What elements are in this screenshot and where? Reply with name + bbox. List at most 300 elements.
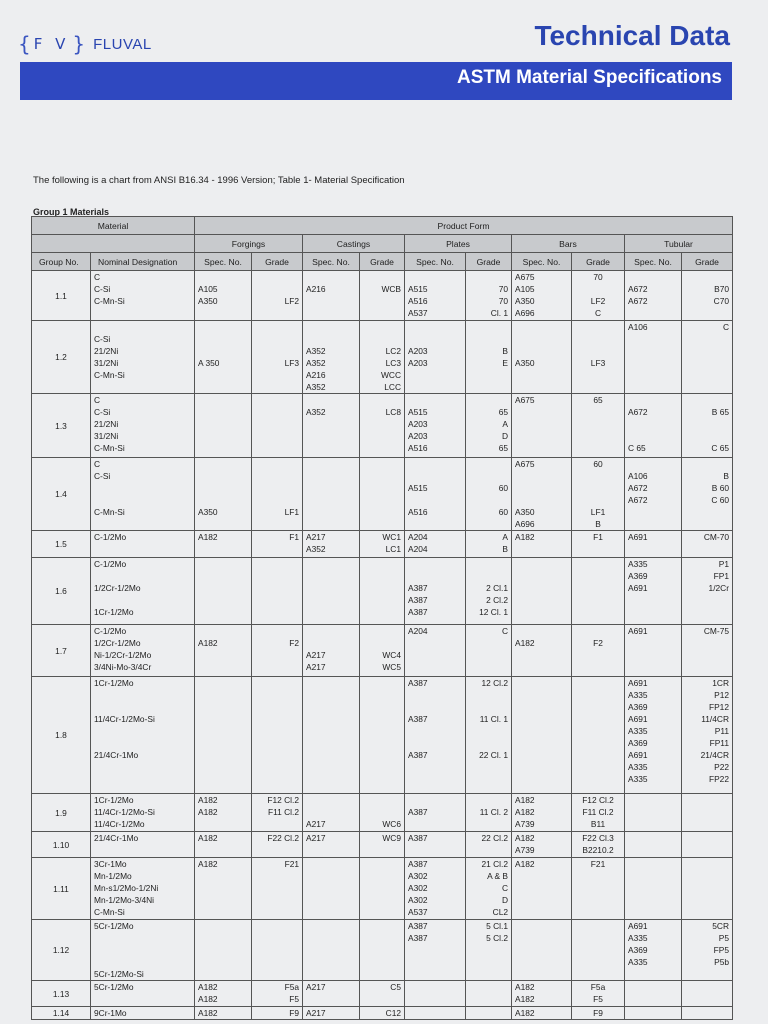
tubular-spec-value: C 65 (628, 443, 646, 453)
castings-spec-cell (303, 558, 360, 625)
header-forgings-grade: Grade (252, 253, 303, 271)
plates-grade-cell (466, 271, 512, 321)
castings-spec-value: A217 (306, 819, 326, 829)
forgings-grade-value (255, 345, 299, 357)
castings-spec-value: A217 (306, 662, 326, 672)
plates-spec-cell (405, 625, 466, 677)
group-no-cell: 1.7 (32, 625, 91, 677)
nominal-value: C-Mn-Si (94, 296, 125, 306)
plates-grade-value (469, 558, 508, 570)
header-bars: Bars (512, 235, 625, 253)
plates-grade-value: B (502, 544, 509, 554)
forgings-grade-value: LF3 (284, 358, 300, 368)
group-no-cell: 1.2 (32, 321, 91, 394)
bars-spec-value (515, 470, 568, 482)
tubular-spec-cell (625, 394, 682, 458)
forgings-spec-value (198, 333, 248, 345)
castings-spec-value: A217 (306, 532, 326, 542)
tubular-spec-cell (625, 1007, 682, 1020)
plates-grade-cell (466, 832, 512, 858)
header-castings-spec: Spec. No. (303, 253, 360, 271)
forgings-spec-value: A182 (198, 1008, 218, 1018)
tubular-spec-value: A691 (628, 583, 648, 593)
forgings-spec-cell (195, 832, 252, 858)
bars-grade-value: B2210.2 (582, 845, 614, 855)
bars-spec-value: A182 (515, 807, 535, 817)
table-row (32, 271, 733, 321)
bars-grade-value: 60 (593, 459, 603, 469)
tubular-spec-value: A672 (628, 483, 648, 493)
nominal-value (94, 594, 191, 606)
castings-grade-cell (360, 321, 405, 394)
nominal-value: 31/2Ni (94, 358, 119, 368)
bars-spec-value: A350 (515, 296, 535, 306)
tubular-grade-cell (682, 858, 733, 920)
bars-grade-value: F1 (593, 532, 603, 542)
castings-grade-value: LC8 (385, 407, 402, 417)
nominal-cell (91, 858, 195, 920)
plates-spec-value: A516 (408, 296, 428, 306)
bars-spec-value: A696 (515, 519, 535, 529)
tubular-grade-value: 21/4CR (700, 750, 730, 760)
nominal-value: 1Cr-1/2Mo (94, 795, 134, 805)
forgings-spec-value: A182 (198, 532, 218, 542)
bars-grade-value: F9 (593, 1008, 603, 1018)
plates-spec-value: A515 (408, 483, 428, 493)
nominal-value (94, 737, 191, 749)
tubular-spec-cell (625, 677, 682, 794)
plates-spec-value: A387 (408, 678, 428, 688)
nominal-value: 5Cr-1/2Mo (94, 921, 134, 931)
tubular-grade-value: B 65 (711, 407, 730, 417)
nominal-value: Mn-1/2Mo-3/4Ni (94, 895, 155, 905)
bars-spec-cell (512, 858, 572, 920)
castings-spec-value (306, 794, 356, 806)
castings-spec-cell (303, 832, 360, 858)
group-title: Group 1 Materials (33, 207, 110, 217)
plates-grade-cell (466, 981, 512, 1007)
table-row (32, 832, 733, 858)
tubular-spec-value: A369 (628, 738, 648, 748)
plates-grade-value (469, 737, 508, 749)
plates-spec-cell (405, 458, 466, 531)
castings-spec-cell (303, 531, 360, 558)
nominal-value (94, 570, 191, 582)
header-tubular-spec: Spec. No. (625, 253, 682, 271)
plates-grade-value (469, 271, 508, 283)
plates-spec-value: A203 (408, 358, 428, 368)
nominal-value: C-1/2Mo (94, 532, 127, 542)
castings-grade-cell (360, 794, 405, 832)
castings-spec-cell (303, 271, 360, 321)
bars-spec-cell (512, 271, 572, 321)
tubular-grade-value (685, 394, 729, 406)
plates-grade-value: C (501, 883, 509, 893)
plates-grade-cell (466, 677, 512, 794)
castings-grade-value: WC4 (382, 650, 402, 660)
nominal-value: 5Cr-1/2Mo (94, 982, 134, 992)
bars-grade-value: LF3 (590, 358, 606, 368)
forgings-spec-cell (195, 271, 252, 321)
bars-grade-value: F22 Cl.3 (582, 833, 614, 843)
tubular-grade-cell (682, 832, 733, 858)
tubular-spec-value (628, 430, 678, 442)
header-blank (32, 235, 195, 253)
bars-grade-value (575, 321, 621, 333)
castings-spec-cell (303, 458, 360, 531)
header-row-3 (32, 253, 733, 271)
nominal-value: C (94, 395, 101, 405)
forgings-spec-cell (195, 531, 252, 558)
castings-grade-value: WCC (381, 370, 402, 380)
tubular-spec-value: A335 (628, 957, 648, 967)
header-row-2 (32, 235, 733, 253)
forgings-grade-cell (252, 394, 303, 458)
group-no-cell: 1.3 (32, 394, 91, 458)
plates-grade-value (469, 394, 508, 406)
bars-spec-value (515, 494, 568, 506)
nominal-value: 3/4Ni-Mo-3/4Cr (94, 662, 152, 672)
castings-grade-cell (360, 832, 405, 858)
table-row (32, 625, 733, 677)
nominal-cell (91, 677, 195, 794)
plates-grade-value: 21 Cl.2 (481, 859, 509, 869)
plates-grade-value: 5 Cl.2 (486, 933, 509, 943)
plates-spec-value: A204 (408, 532, 428, 542)
bars-grade-value (575, 625, 621, 637)
castings-grade-value (363, 625, 401, 637)
castings-spec-cell (303, 1007, 360, 1020)
bars-grade-cell (572, 625, 625, 677)
group-no-cell: 1.10 (32, 832, 91, 858)
tubular-spec-value (628, 418, 678, 430)
plates-spec-value: A537 (408, 907, 428, 917)
plates-grade-value: 65 (498, 407, 509, 417)
bars-spec-value: A182 (515, 833, 535, 843)
castings-grade-value: WC6 (382, 819, 402, 829)
forgings-spec-value: A 350 (198, 358, 220, 368)
bars-grade-cell (572, 1007, 625, 1020)
forgings-spec-cell (195, 558, 252, 625)
nominal-value: 21/4Cr-1Mo (94, 750, 139, 760)
table-row (32, 531, 733, 558)
plates-grade-cell (466, 531, 512, 558)
tubular-grade-cell (682, 321, 733, 394)
tubular-grade-cell (682, 625, 733, 677)
forgings-spec-value: A182 (198, 807, 218, 817)
brand-name: FLUVAL (93, 35, 152, 53)
bars-spec-value: A182 (515, 982, 535, 992)
plates-spec-value (408, 737, 462, 749)
plates-grade-value: 5 Cl.1 (486, 921, 509, 931)
castings-grade-value (363, 321, 401, 333)
tubular-spec-value: A691 (628, 750, 648, 760)
group-no-cell: 1.9 (32, 794, 91, 832)
forgings-grade-value (255, 494, 299, 506)
bars-grade-value: LF2 (590, 296, 606, 306)
castings-grade-cell (360, 625, 405, 677)
forgings-grade-value: F21 (284, 859, 300, 869)
plates-grade-value (469, 701, 508, 713)
bars-grade-value: F11 Cl.2 (582, 807, 614, 817)
bars-grade-value: F2 (593, 638, 603, 648)
plates-grade-value: 65 (498, 443, 509, 453)
plates-spec-value (408, 725, 462, 737)
castings-grade-cell (360, 981, 405, 1007)
castings-spec-value: A352 (306, 358, 326, 368)
castings-spec-value: A352 (306, 407, 326, 417)
tubular-grade-value: B70 (714, 284, 730, 294)
nominal-cell (91, 271, 195, 321)
nominal-cell (91, 832, 195, 858)
castings-grade-value (363, 794, 401, 806)
forgings-spec-cell (195, 920, 252, 981)
forgings-grade-value: F9 (289, 1008, 300, 1018)
nominal-cell (91, 981, 195, 1007)
tubular-grade-cell (682, 794, 733, 832)
tubular-grade-value: C (722, 322, 730, 332)
forgings-spec-value: A350 (198, 296, 218, 306)
plates-grade-value (469, 570, 508, 582)
tubular-spec-value: A691 (628, 626, 648, 636)
header-castings: Castings (303, 235, 405, 253)
tubular-grade-value: 1CR (712, 678, 730, 688)
tubular-spec-cell (625, 271, 682, 321)
bars-grade-cell (572, 858, 625, 920)
plates-spec-cell (405, 794, 466, 832)
plates-spec-value: A387 (408, 750, 428, 760)
plates-spec-value: A515 (408, 284, 428, 294)
plates-grade-cell (466, 558, 512, 625)
plates-grade-value (469, 321, 508, 333)
tubular-grade-value: P5 (718, 933, 730, 943)
forgings-spec-cell (195, 677, 252, 794)
table-body (32, 271, 733, 1020)
bars-grade-cell (572, 832, 625, 858)
plates-spec-value (408, 333, 462, 345)
forgings-spec-value (198, 271, 248, 283)
tubular-spec-cell (625, 981, 682, 1007)
forgings-spec-value (198, 321, 248, 333)
plates-spec-value: A516 (408, 507, 428, 517)
forgings-grade-cell (252, 832, 303, 858)
tubular-grade-value: P1 (718, 559, 730, 569)
tubular-grade-value: FP1 (713, 571, 730, 581)
plates-grade-value: 12 Cl. 1 (479, 607, 509, 617)
bars-spec-value (515, 625, 568, 637)
castings-grade-cell (360, 271, 405, 321)
bars-grade-cell (572, 458, 625, 531)
bars-grade-cell (572, 677, 625, 794)
tubular-grade-value: 1/2Cr (708, 583, 730, 593)
tubular-spec-cell (625, 625, 682, 677)
bars-spec-value: A739 (515, 819, 535, 829)
forgings-spec-value: A182 (198, 859, 218, 869)
tubular-grade-value: P5b (714, 957, 730, 967)
bars-spec-value (515, 321, 568, 333)
header-material: Material (32, 217, 195, 235)
nominal-cell (91, 531, 195, 558)
nominal-value: 1Cr-1/2Mo (94, 678, 134, 688)
castings-grade-cell (360, 558, 405, 625)
tubular-grade-value: FP5 (713, 945, 730, 955)
plates-spec-cell (405, 858, 466, 920)
plates-spec-value (408, 794, 462, 806)
nominal-cell (91, 920, 195, 981)
castings-grade-value (363, 333, 401, 345)
plates-grade-value: 12 Cl.2 (481, 678, 509, 688)
castings-grade-cell (360, 394, 405, 458)
nominal-value: C-Mn-Si (94, 443, 125, 453)
tubular-grade-cell (682, 531, 733, 558)
bars-spec-cell (512, 458, 572, 531)
forgings-grade-value: LF1 (284, 507, 300, 517)
castings-spec-cell (303, 321, 360, 394)
castings-grade-cell (360, 920, 405, 981)
castings-grade-cell (360, 677, 405, 794)
nominal-value: Mn-s1/2Mo-1/2Ni (94, 883, 159, 893)
plates-grade-value: D (501, 895, 509, 905)
plates-spec-value (408, 689, 462, 701)
plates-spec-value: A203 (408, 346, 428, 356)
nominal-cell (91, 558, 195, 625)
plates-spec-value: A302 (408, 895, 428, 905)
header-tubular-grade: Grade (682, 253, 733, 271)
nominal-value: C-1/2Mo (94, 626, 127, 636)
plates-grade-value: C (501, 626, 509, 636)
castings-spec-cell (303, 677, 360, 794)
forgings-grade-value (255, 321, 299, 333)
table-row (32, 321, 733, 394)
bars-spec-value: A675 (515, 272, 535, 282)
tubular-spec-value: A335 (628, 726, 648, 736)
nominal-value: 21/2Ni (94, 419, 119, 429)
bars-grade-value: F21 (590, 859, 606, 869)
castings-grade-cell (360, 458, 405, 531)
plates-spec-value (408, 458, 462, 470)
tubular-spec-cell (625, 458, 682, 531)
header-castings-grade: Grade (360, 253, 405, 271)
forgings-grade-cell (252, 458, 303, 531)
plates-grade-value: Cl. 1 (490, 308, 509, 318)
tubular-grade-cell (682, 677, 733, 794)
forgings-grade-cell (252, 625, 303, 677)
tubular-grade-value: C 65 (711, 443, 730, 453)
forgings-spec-value (198, 494, 248, 506)
plates-spec-value: A387 (408, 933, 428, 943)
forgings-grade-cell (252, 858, 303, 920)
group-no-cell: 1.1 (32, 271, 91, 321)
castings-spec-value (306, 806, 356, 818)
plates-spec-cell (405, 981, 466, 1007)
castings-grade-value (363, 637, 401, 649)
castings-spec-value (306, 271, 356, 283)
castings-spec-value (306, 394, 356, 406)
plates-spec-value: A387 (408, 583, 428, 593)
forgings-spec-cell (195, 458, 252, 531)
bars-spec-value (515, 345, 568, 357)
tubular-spec-value: A106 (628, 322, 648, 332)
nominal-value: C (94, 272, 101, 282)
castings-grade-value: C12 (385, 1008, 402, 1018)
nominal-value (94, 689, 191, 701)
bars-spec-value: A350 (515, 507, 535, 517)
plates-spec-value (408, 470, 462, 482)
plates-spec-cell (405, 677, 466, 794)
bars-spec-cell (512, 794, 572, 832)
bars-grade-value (575, 333, 621, 345)
tubular-spec-cell (625, 794, 682, 832)
table-row (32, 677, 733, 794)
plates-grade-value (469, 794, 508, 806)
forgings-grade-cell (252, 531, 303, 558)
forgings-spec-value (198, 345, 248, 357)
nominal-cell (91, 794, 195, 832)
header-bars-grade: Grade (572, 253, 625, 271)
tubular-grade-value: 11/4CR (701, 714, 730, 724)
nominal-value: 31/2Ni (94, 431, 119, 441)
forgings-grade-value (255, 283, 299, 295)
castings-spec-cell (303, 794, 360, 832)
forgings-grade-cell (252, 920, 303, 981)
plates-spec-value: A204 (408, 544, 428, 554)
plates-grade-value: 22 Cl. 1 (479, 750, 509, 760)
bars-grade-value: F5 (593, 994, 603, 1004)
nominal-value: 3Cr-1Mo (94, 859, 127, 869)
nominal-value: 21/4Cr-1Mo (94, 833, 139, 843)
plates-spec-value: A204 (408, 626, 428, 636)
tubular-grade-cell (682, 394, 733, 458)
castings-spec-cell (303, 394, 360, 458)
bars-grade-value: F5a (590, 982, 606, 992)
forgings-grade-cell (252, 321, 303, 394)
bars-spec-cell (512, 558, 572, 625)
forgings-grade-cell (252, 558, 303, 625)
bars-spec-value: A182 (515, 638, 535, 648)
table-row (32, 920, 733, 981)
bars-grade-value: B (595, 519, 601, 529)
tubular-grade-cell (682, 920, 733, 981)
material-spec-table (31, 216, 733, 1020)
tubular-grade-value: FP12 (708, 702, 730, 712)
bars-grade-value (575, 345, 621, 357)
plates-grade-value: 2 Cl.1 (486, 583, 509, 593)
table-row (32, 981, 733, 1007)
bars-grade-cell (572, 558, 625, 625)
castings-spec-cell (303, 858, 360, 920)
bars-spec-value: A696 (515, 308, 535, 318)
nominal-value: C-Si (94, 284, 111, 294)
forgings-spec-value: A182 (198, 994, 218, 1004)
tubular-grade-value: CM-70 (703, 532, 730, 542)
bars-grade-value (575, 494, 621, 506)
castings-spec-value: A217 (306, 833, 326, 843)
castings-spec-value (306, 625, 356, 637)
bars-spec-value (515, 482, 568, 494)
bars-spec-value: A182 (515, 994, 535, 1004)
group-no-cell: 1.4 (32, 458, 91, 531)
bars-spec-value: A182 (515, 859, 535, 869)
tubular-grade-value: P12 (714, 690, 730, 700)
group-no-cell: 1.11 (32, 858, 91, 920)
plates-spec-value: A387 (408, 595, 428, 605)
forgings-spec-cell (195, 625, 252, 677)
forgings-grade-cell (252, 677, 303, 794)
group-no-cell: 1.14 (32, 1007, 91, 1020)
header-product-form: Product Form (195, 217, 733, 235)
bars-spec-cell (512, 321, 572, 394)
plates-grade-value (469, 494, 508, 506)
